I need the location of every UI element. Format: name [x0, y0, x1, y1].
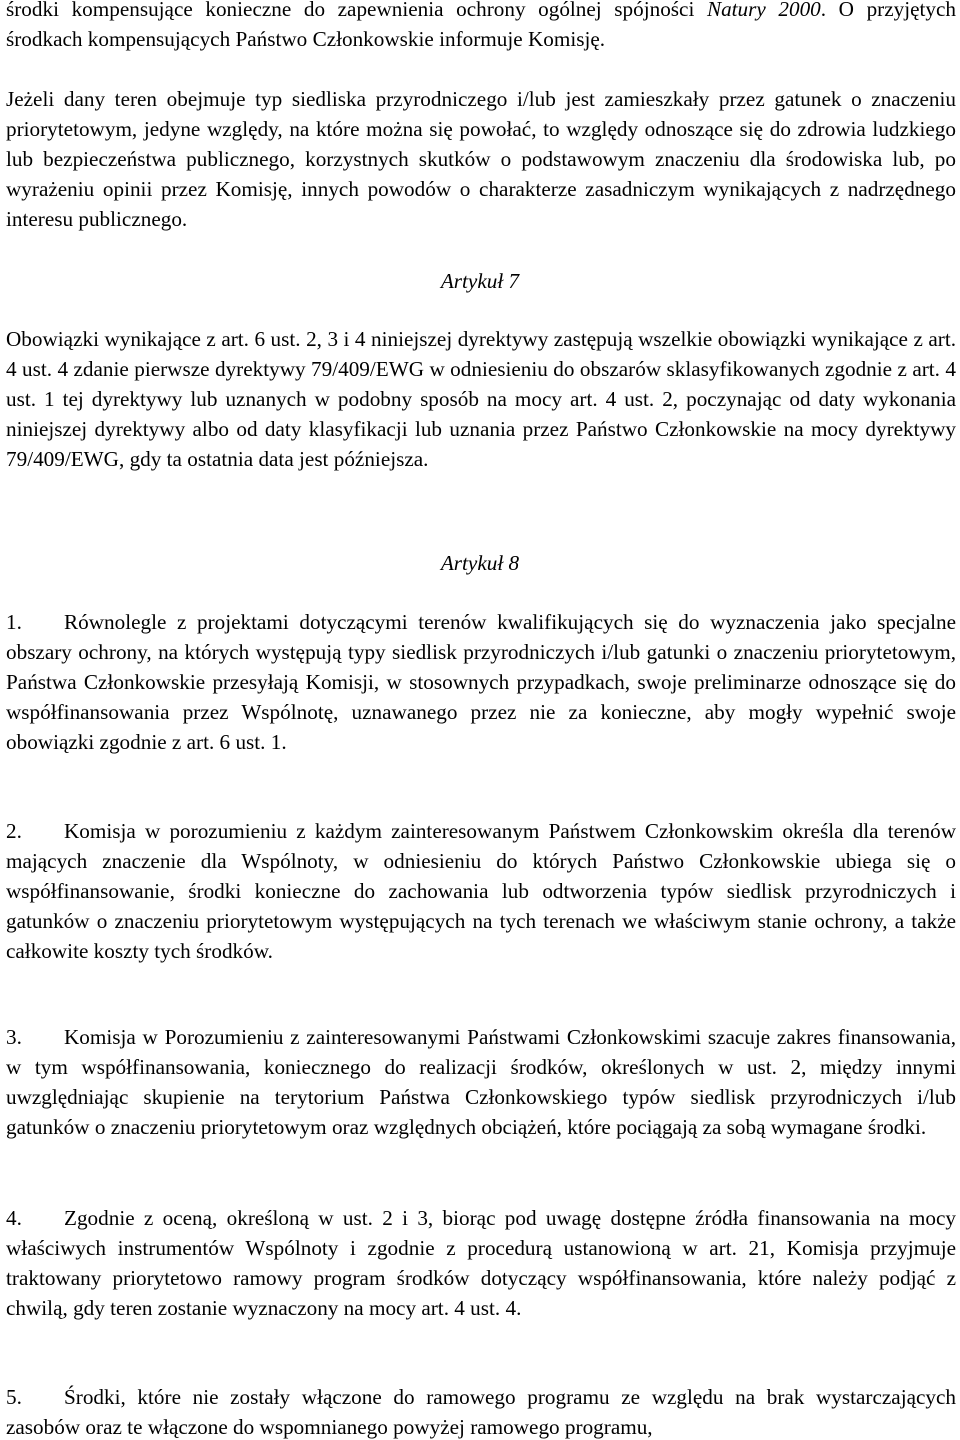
- intro-paragraph: [6, 0, 956, 54]
- item-number: 4.: [6, 1206, 22, 1230]
- intro-text: środki kompensujące konieczne do zapewnienia ochrony ogólnej spójności: [6, 0, 707, 21]
- article-8-item-1: [6, 607, 956, 757]
- item-number: 3.: [6, 1025, 22, 1049]
- article-8-heading: Artykuł 8: [440, 551, 520, 575]
- item-number: 5.: [6, 1385, 22, 1409]
- item-text: Środki, które nie zostały włączone do ramowego programu ze względu na brak wystarczających zasobów oraz te włączone do wspomnianego powyżej ramowego programu,: [6, 1385, 956, 1439]
- item-text: Komisja w porozumieniu z każdym zainteresowanym Państwem Członkowskim określa dla terenów mających znaczenie dla Wspólnoty, w odniesieniu do których Państwo Członkowskie ubiega się o współfinansowanie, środki konieczne do zachowania lub odtworzenia typów siedlisk przyrodniczych i gatunków o znaczeniu priorytetowym występujących na tych terenach we właściwym stanie ochrony, a także całkowite koszty tych środków.: [6, 819, 956, 963]
- article-8-item-2: [6, 816, 956, 966]
- article-8-item-3: [6, 1022, 956, 1142]
- item-text: Zgodnie z oceną, określoną w ust. 2 i 3, biorąc pod uwagę dostępne źródła finansowania na mocy właściwych instrumentów Wspólnoty i zgodnie z procedurą ustanowioną w art. 21, Komisja przyjmuje traktowany priorytetowo ramowy program środków dotyczący współfinansowania, które należy podjąć z chwilą, gdy teren zostanie wyznaczony na mocy art. 4 ust. 4.: [6, 1206, 956, 1320]
- natura-2000-term: Natury 2000: [706, 0, 821, 21]
- item-text: Komisja w Porozumieniu z zainteresowanymi Państwami Członkowskimi szacuje zakres finansowania, w tym współfinansowania, koniecznego do realizacji środków, określonych w ust. 2, między innymi uwzględniając skupienie na terytorium Państwa Członkowskiego typów siedlisk przyrodniczych i/lub gatunków o znaczeniu priorytetowym oraz względnych obciążeń, które pociągają za sobą wymagane środki.: [6, 1025, 956, 1139]
- article-7-text: Obowiązki wynikające z art. 6 ust. 2, 3 i 4 niniejszej dyrektywy zastępują wszelkie obowiązki wynikające z art. 4 ust. 4 zdanie pierwsze dyrektywy 79/409/EWG w odniesieniu do obszarów sklasyfikowanych zgodnie z art. 4 ust. 1 tej dyrektywy lub uznanych w podobny sposób na mocy art. 4 ust. 2, poczynając od daty wykonania niniejszej dyrektywy albo od daty klasyfikacji lub uznania przez Państwo Członkowskie na mocy dyrektywy 79/409/EWG, gdy ta ostatnia data jest późniejsza.: [6, 327, 956, 471]
- article-7-heading: Artykuł 7: [440, 269, 520, 293]
- item-text: Równolegle z projektami dotyczącymi terenów kwalifikujących się do wyznaczenia jako specjalne obszary ochrony, na których występują typy siedlisk przyrodniczych i/lub gatunki o znaczeniu priorytetowym, Państwa Członkowskie przesyłają Komisji, w stosownych przypadkach, swoje preliminarze odnoszące się do współfinansowania przez Wspólnotę, uznawanego przez nie za konieczne, aby mogły wypełnić swoje obowiązki zgodnie z art. 6 ust. 1.: [6, 610, 956, 754]
- paragraph-overriding-interest: Jeżeli dany teren obejmuje typ siedliska przyrodniczego i/lub jest zamieszkały przez gatunek o znaczeniu priorytetowym, jedyne względy, na które można się powołać, to względy odnoszące się do zdrowia ludzkiego lub bezpieczeństwa publicznego, korzystnych skutków o podstawowym znaczeniu dla środowiska lub, po wyrażeniu opinii przez Komisję, innych powodów o charakterze zasadniczym wynikających z nadrzędnego interesu publicznego.: [6, 87, 956, 231]
- article-8-item-5: [6, 1382, 956, 1440]
- article-8-item-4: [6, 1203, 956, 1323]
- item-number: 2.: [6, 819, 22, 843]
- intro-text-end: . O przyjętych środkach kompensujących Państwo Członkowskie informuje Komisję.: [6, 0, 956, 51]
- item-number: 1.: [6, 610, 22, 634]
